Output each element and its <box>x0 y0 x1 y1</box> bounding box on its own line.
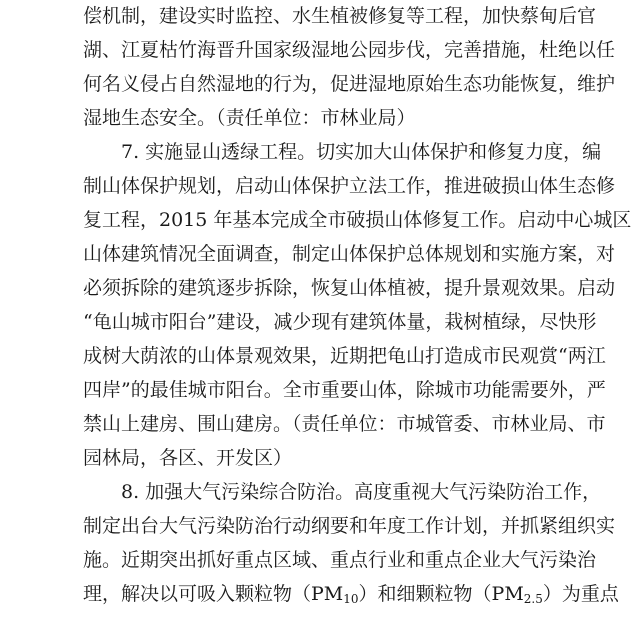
text-line: 湖、江夏枯竹海晋升国家级湿地公园步伐，完善措施，杜绝以任 <box>83 39 616 61</box>
text-line: 禁山上建房、围山建房。（责任单位：市城管委、市林业局、市 <box>83 413 606 435</box>
text-fragment: 理，解决以可吸入颗粒物（PM <box>83 583 344 605</box>
text-line: 山体建筑情况全面调查，制定山体保护总体规划和实施方案，对 <box>83 243 616 265</box>
text-fragment: ）为重点 <box>542 583 619 605</box>
text-line: 施。近期突出抓好重点区域、重点行业和重点企业大气污染治 <box>83 549 597 571</box>
text-line-with-subscripts <box>83 576 619 612</box>
subscript: 10 <box>343 592 359 606</box>
text-line: 四岸”的最佳城市阳台。全市重要山体，除城市功能需要外，严 <box>83 379 606 401</box>
text-line: 偿机制，建设实时监控、水生植被修复等工程，加快蔡甸后官 <box>83 5 597 27</box>
text-line: 复工程，2015 年基本完成全市破损山体修复工作。启动中心城区 <box>83 209 632 231</box>
section-heading-7: 7. 实施显山透绿工程。切实加大山体保护和修复力度，编 <box>121 141 602 163</box>
text-line: 湿地生态安全。（责任单位：市林业局） <box>83 107 416 129</box>
text-line: 何名义侵占自然湿地的行为，促进湿地原始生态功能恢复，维护 <box>83 73 616 95</box>
text-fragment: ）和细颗粒物（PM <box>358 583 524 605</box>
text-line: 制山体保护规划，启动山体保护立法工作，推进破损山体生态修 <box>83 175 616 197</box>
text-line: 制定出台大气污染防治行动纲要和年度工作计划，并抓紧组织实 <box>83 515 616 537</box>
subscript: 2.5 <box>523 592 543 606</box>
text-line: “龟山城市阳台”建设，减少现有建筑体量，栽树植绿，尽快形 <box>83 311 597 333</box>
text-line: 成树大荫浓的山体景观效果，近期把龟山打造成市民观赏“两江 <box>83 345 606 367</box>
section-heading-8: 8. 加强大气污染综合防治。高度重视大气污染防治工作， <box>121 481 602 503</box>
text-line: 必须拆除的建筑逐步拆除，恢复山体植被，提升景观效果。启动 <box>83 277 616 299</box>
text-line: 园林局，各区、开发区） <box>83 447 293 469</box>
